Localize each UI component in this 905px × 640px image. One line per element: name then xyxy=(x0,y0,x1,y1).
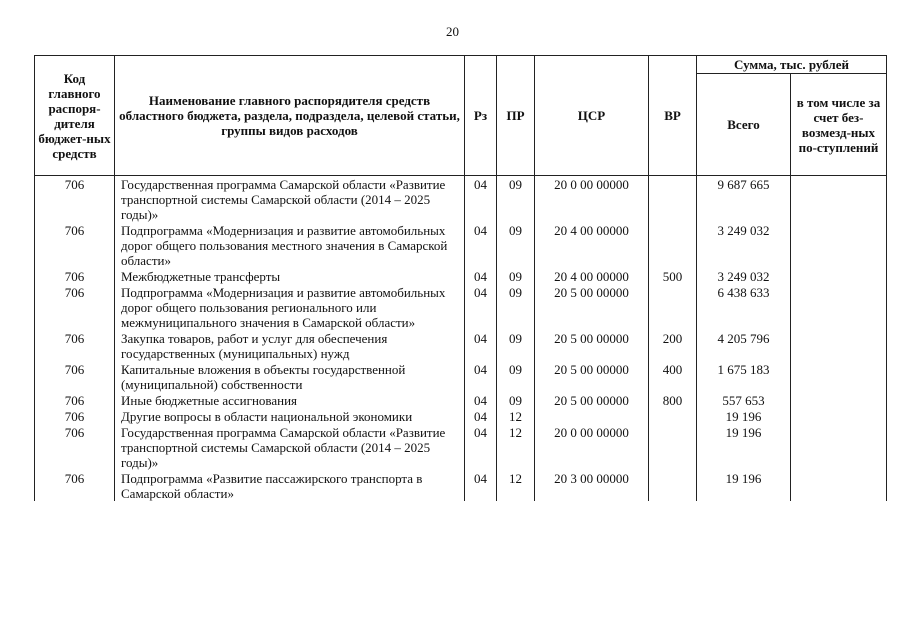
header-sum: Сумма, тыс. рублей xyxy=(697,56,887,74)
header-pr: ПР xyxy=(497,56,535,176)
cell-total: 6 438 633 xyxy=(697,284,791,330)
header-gratuitous: в том числе за счет без-возмезд-ных по-ступлений xyxy=(791,74,887,176)
cell-name: Иные бюджетные ассигнования xyxy=(115,392,465,408)
cell-pr: 09 xyxy=(497,268,535,284)
cell-pr: 09 xyxy=(497,284,535,330)
cell-csr: 20 3 00 00000 xyxy=(535,470,649,501)
table-row xyxy=(35,268,887,284)
cell-code: 706 xyxy=(35,408,115,424)
header-code: Код главного распоря-дителя бюджет-ных средств xyxy=(35,56,115,176)
cell-pr: 12 xyxy=(497,424,535,470)
table-row xyxy=(35,176,887,223)
cell-name: Подпрограмма «Модернизация и развитие автомобильных дорог общего пользования местного значения в Самарской области» xyxy=(115,222,465,268)
cell-code: 706 xyxy=(35,470,115,501)
cell-name: Закупка товаров, работ и услуг для обеспечения государственных (муниципальных) нужд xyxy=(115,330,465,361)
cell-code: 706 xyxy=(35,361,115,392)
table-row xyxy=(35,284,887,330)
cell-csr: 20 4 00 00000 xyxy=(535,222,649,268)
cell-gratuitous xyxy=(791,361,887,392)
table-row xyxy=(35,424,887,470)
page-number: 20 xyxy=(446,24,459,39)
cell-rz: 04 xyxy=(465,361,497,392)
cell-total: 9 687 665 xyxy=(697,176,791,223)
cell-vr xyxy=(649,176,697,223)
table-row xyxy=(35,330,887,361)
cell-vr xyxy=(649,284,697,330)
cell-vr: 400 xyxy=(649,361,697,392)
cell-csr xyxy=(535,408,649,424)
cell-rz: 04 xyxy=(465,222,497,268)
cell-name: Подпрограмма «Развитие пассажирского транспорта в Самарской области» xyxy=(115,470,465,501)
header-total: Всего xyxy=(697,74,791,176)
table-row xyxy=(35,222,887,268)
header-csr: ЦСР xyxy=(535,56,649,176)
cell-gratuitous xyxy=(791,268,887,284)
cell-vr: 800 xyxy=(649,392,697,408)
cell-name: Межбюджетные трансферты xyxy=(115,268,465,284)
cell-total: 557 653 xyxy=(697,392,791,408)
cell-total: 19 196 xyxy=(697,470,791,501)
cell-code: 706 xyxy=(35,176,115,223)
cell-csr: 20 5 00 00000 xyxy=(535,392,649,408)
table-row xyxy=(35,361,887,392)
cell-csr: 20 5 00 00000 xyxy=(535,361,649,392)
table-header xyxy=(35,56,887,176)
cell-code: 706 xyxy=(35,330,115,361)
cell-vr: 500 xyxy=(649,268,697,284)
cell-total: 3 249 032 xyxy=(697,222,791,268)
cell-csr: 20 5 00 00000 xyxy=(535,284,649,330)
cell-rz: 04 xyxy=(465,284,497,330)
cell-total: 3 249 032 xyxy=(697,268,791,284)
cell-rz: 04 xyxy=(465,408,497,424)
cell-pr: 09 xyxy=(497,176,535,223)
cell-total: 1 675 183 xyxy=(697,361,791,392)
budget-table xyxy=(34,55,887,501)
cell-name: Государственная программа Самарской области «Развитие транспортной системы Самарской области (2014 – 2025 годы)» xyxy=(115,424,465,470)
cell-pr: 09 xyxy=(497,392,535,408)
cell-total: 19 196 xyxy=(697,424,791,470)
cell-gratuitous xyxy=(791,330,887,361)
cell-rz: 04 xyxy=(465,176,497,223)
cell-name: Подпрограмма «Модернизация и развитие автомобильных дорог общего пользования регионального или межмуниципального значения в Самарской области» xyxy=(115,284,465,330)
cell-code: 706 xyxy=(35,268,115,284)
cell-csr: 20 0 00 00000 xyxy=(535,176,649,223)
cell-csr: 20 0 00 00000 xyxy=(535,424,649,470)
cell-rz: 04 xyxy=(465,392,497,408)
cell-pr: 09 xyxy=(497,361,535,392)
cell-code: 706 xyxy=(35,284,115,330)
cell-pr: 09 xyxy=(497,330,535,361)
table-row xyxy=(35,408,887,424)
header-vr: ВР xyxy=(649,56,697,176)
cell-rz: 04 xyxy=(465,424,497,470)
cell-total: 19 196 xyxy=(697,408,791,424)
cell-rz: 04 xyxy=(465,470,497,501)
cell-gratuitous xyxy=(791,284,887,330)
header-rz: Рз xyxy=(465,56,497,176)
cell-gratuitous xyxy=(791,222,887,268)
cell-rz: 04 xyxy=(465,268,497,284)
cell-vr xyxy=(649,424,697,470)
cell-gratuitous xyxy=(791,392,887,408)
cell-vr xyxy=(649,470,697,501)
cell-code: 706 xyxy=(35,424,115,470)
cell-pr: 12 xyxy=(497,408,535,424)
header-name: Наименование главного распорядителя средств областного бюджета, раздела, подраздела, целевой статьи, группы видов расходов xyxy=(115,56,465,176)
cell-gratuitous xyxy=(791,424,887,470)
table-row xyxy=(35,470,887,501)
cell-gratuitous xyxy=(791,176,887,223)
table-row xyxy=(35,392,887,408)
cell-name: Другие вопросы в области национальной экономики xyxy=(115,408,465,424)
cell-name: Государственная программа Самарской области «Развитие транспортной системы Самарской области (2014 – 2025 годы)» xyxy=(115,176,465,223)
cell-vr xyxy=(649,222,697,268)
cell-vr: 200 xyxy=(649,330,697,361)
cell-csr: 20 5 00 00000 xyxy=(535,330,649,361)
cell-name: Капитальные вложения в объекты государственной (муниципальной) собственности xyxy=(115,361,465,392)
cell-rz: 04 xyxy=(465,330,497,361)
cell-gratuitous xyxy=(791,470,887,501)
cell-pr: 09 xyxy=(497,222,535,268)
cell-csr: 20 4 00 00000 xyxy=(535,268,649,284)
cell-gratuitous xyxy=(791,408,887,424)
cell-vr xyxy=(649,408,697,424)
cell-total: 4 205 796 xyxy=(697,330,791,361)
table-body xyxy=(35,176,887,502)
cell-pr: 12 xyxy=(497,470,535,501)
cell-code: 706 xyxy=(35,392,115,408)
cell-code: 706 xyxy=(35,222,115,268)
